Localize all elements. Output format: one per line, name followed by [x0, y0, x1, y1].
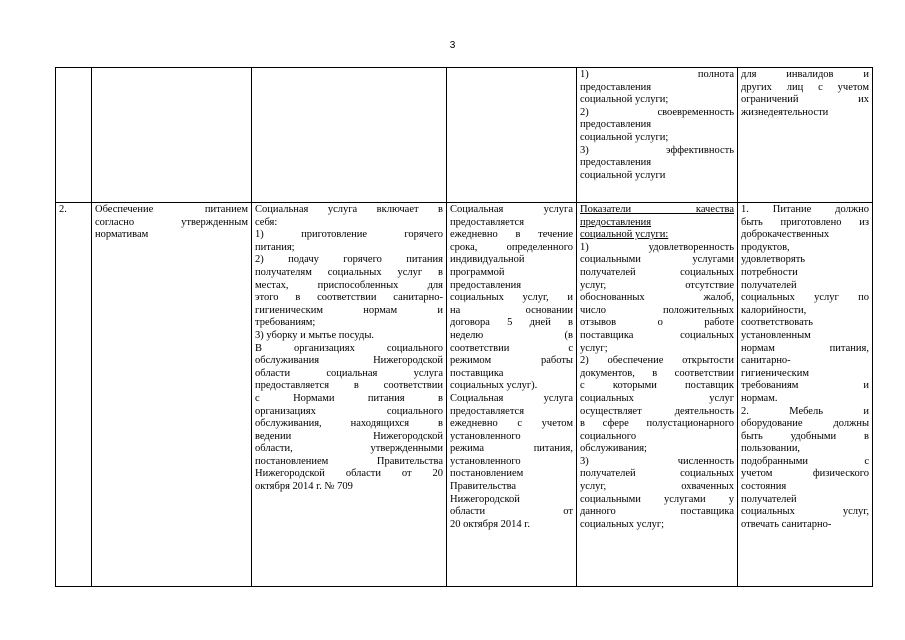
text-line: Правительства: [450, 481, 517, 493]
text-line: получателей: [741, 279, 797, 291]
text-line: отзывов о работе: [580, 317, 734, 329]
text-line: предоставляется: [450, 216, 525, 228]
text-line: социальной услуги: [580, 169, 666, 181]
text-line: местах, приспособленных для: [255, 279, 443, 291]
text-line: социальной услуги;: [580, 94, 669, 106]
text-line: Обеспечение питанием: [95, 204, 248, 215]
text-line: соответствии с: [450, 342, 573, 354]
text-line: обслуживания, находящихся в: [255, 418, 443, 430]
text-line: предоставления: [580, 119, 652, 131]
text-line: социальной услуги:: [580, 229, 669, 241]
cell-conditions-continued: [738, 68, 873, 203]
text-line: калорийности,: [741, 304, 807, 316]
text-line: предоставляется: [450, 405, 525, 417]
text-line: установленным: [741, 329, 811, 341]
text-line: с которыми поставщик: [580, 380, 734, 392]
text-line: договора 5 дней в: [450, 317, 573, 329]
text-line: себя:: [255, 216, 278, 228]
text-line: услуг;: [580, 342, 608, 354]
text-line: 1) приготовление горячего: [255, 229, 443, 241]
text-line: нормам питания,: [741, 342, 869, 354]
text-line: области, утвержденными: [255, 443, 443, 455]
service-timing: [447, 203, 577, 587]
service-name: [92, 203, 252, 587]
text-line: состояния: [741, 481, 787, 493]
text-line: данного поставщика: [580, 506, 734, 518]
text-line: получателей социальных: [580, 468, 734, 480]
text-line: число положительных: [580, 304, 734, 316]
text-line: с Нормами питания в: [255, 392, 443, 404]
text-line: получателей социальных: [580, 266, 734, 278]
text-line: 2) своевременность: [580, 106, 734, 118]
text-line: осуществляет деятельность: [580, 405, 734, 417]
text-line: режима питания,: [450, 443, 573, 455]
text-line: 2) подачу горячего питания: [255, 254, 443, 266]
text-line: 1) удовлетворенность: [580, 241, 734, 253]
text-line: требованиям и: [741, 380, 869, 392]
text-line: предоставления: [580, 157, 652, 169]
text-line: ежедневно в течение: [450, 229, 573, 241]
services-table: [55, 67, 873, 587]
table-row-continued: [56, 68, 873, 203]
text-line: гигиеническим нормам и: [255, 304, 443, 316]
table-row-2: [56, 203, 873, 587]
text-line: 3) численность: [580, 455, 734, 467]
text-line: 2) обеспечение открытости: [580, 355, 734, 367]
text-line: 3) уборку и мытье посуды.: [255, 329, 375, 341]
text-line: 1. Питание должно: [741, 204, 869, 215]
text-line: социальной услуги;: [580, 131, 669, 143]
text-line: установленного: [450, 430, 521, 442]
text-line: 1) полнота: [580, 69, 734, 80]
cell-number-continued: [56, 68, 92, 203]
text-line: документов, в соответствии: [580, 367, 734, 379]
text-line: на основании: [450, 304, 573, 316]
text-line: установленного: [450, 455, 521, 467]
text-line: программой: [450, 266, 505, 278]
text-line: для инвалидов и: [741, 69, 869, 80]
text-line: Социальная услуга включает в: [255, 204, 443, 215]
text-line: постановлением: [450, 468, 524, 480]
text-line: этого в соответствии санитарно-: [255, 292, 443, 304]
cell-name-continued: [92, 68, 252, 203]
text-line: доброкачественных: [741, 229, 830, 241]
service-conditions: [738, 203, 873, 587]
quality-indicators: [577, 203, 738, 587]
text-line: услуг, отсутствие: [580, 279, 734, 291]
text-line: услуг, охваченных: [580, 481, 734, 493]
text-line: получателей: [741, 493, 797, 505]
text-line: быть удобными в: [741, 430, 869, 442]
text-line: обслуживания;: [580, 443, 647, 455]
text-line: 2. Мебель и: [741, 405, 869, 417]
text-line: других лиц с учетом: [741, 81, 869, 93]
text-line: срока, определенного: [450, 241, 573, 253]
text-line: В организациях социального: [255, 342, 443, 354]
text-line: области от: [450, 506, 573, 518]
text-line: постановлением Правительства: [255, 455, 443, 467]
text-line: 20 октября 2014 г.: [450, 518, 531, 530]
text-line: отвечать санитарно-: [741, 518, 832, 530]
text-line: Нижегородской области от 20: [255, 468, 443, 480]
text-line: Показатели качества: [580, 204, 734, 215]
text-line: поставщика: [450, 367, 504, 379]
text-line: социальных услуг: [580, 392, 734, 404]
text-line: Нижегородской: [450, 493, 520, 505]
text-line: предоставления: [580, 216, 652, 228]
text-line: неделю (в: [450, 329, 573, 341]
text-line: учетом физического: [741, 468, 869, 480]
text-line: санитарно-: [741, 355, 791, 367]
text-line: пользовании,: [741, 443, 801, 455]
text-line: режимом работы: [450, 355, 573, 367]
text-line: ведении Нижегородской: [255, 430, 443, 442]
text-line: социальных услуг по: [741, 292, 869, 304]
text-line: предоставления: [450, 279, 522, 291]
text-line: гигиеническим: [741, 367, 809, 379]
text-line: социальных услуг,: [741, 506, 869, 518]
text-line: Социальная услуга: [450, 392, 573, 404]
text-line: социальных услуг).: [450, 380, 538, 392]
text-line: в сфере полустационарного: [580, 418, 734, 430]
text-line: нормативам: [95, 229, 149, 241]
page-number: 3: [449, 40, 456, 51]
text-line: подобранными с: [741, 455, 869, 467]
text-line: жизнедеятельности: [741, 106, 829, 118]
row-number: 2.: [56, 203, 92, 587]
text-line: удовлетворять: [741, 254, 806, 266]
text-line: социальных услуг;: [580, 518, 665, 530]
cell-content-continued: [252, 68, 447, 203]
text-line: соответствовать: [741, 317, 813, 329]
text-line: получателям социальных услуг в: [255, 266, 443, 278]
text-line: ограничений их: [741, 94, 869, 106]
text-line: потребности: [741, 266, 798, 278]
cell-indicators-continued: [577, 68, 738, 203]
text-line: нормам.: [741, 392, 778, 404]
text-line: продуктов,: [741, 241, 790, 253]
text-line: быть приготовлено из: [741, 216, 869, 228]
service-content: [252, 203, 447, 587]
text-line: организациях социального: [255, 405, 443, 417]
text-line: индивидуальной: [450, 254, 525, 266]
text-line: питания;: [255, 241, 295, 253]
text-line: социальными услугами: [580, 254, 734, 266]
text-line: предоставляется в соответствии: [255, 380, 443, 392]
text-line: социального: [580, 430, 637, 442]
text-line: предоставления: [580, 81, 652, 93]
text-line: Социальная услуга: [450, 204, 573, 215]
text-line: требованиям;: [255, 317, 316, 329]
text-line: октября 2014 г. № 709: [255, 481, 353, 493]
cell-timing-continued: [447, 68, 577, 203]
text-line: обслуживания Нижегородской: [255, 355, 443, 367]
text-line: социальных услуг, и: [450, 292, 573, 304]
text-line: 3) эффективность: [580, 144, 734, 156]
text-line: ежедневно с учетом: [450, 418, 573, 430]
text-line: оборудование должны: [741, 418, 869, 430]
text-line: поставщика социальных: [580, 329, 734, 341]
text-line: обоснованных жалоб,: [580, 292, 734, 304]
text-line: согласно утвержденным: [95, 216, 248, 228]
text-line: области социальная услуга: [255, 367, 443, 379]
text-line: социальными услугами у: [580, 493, 734, 505]
